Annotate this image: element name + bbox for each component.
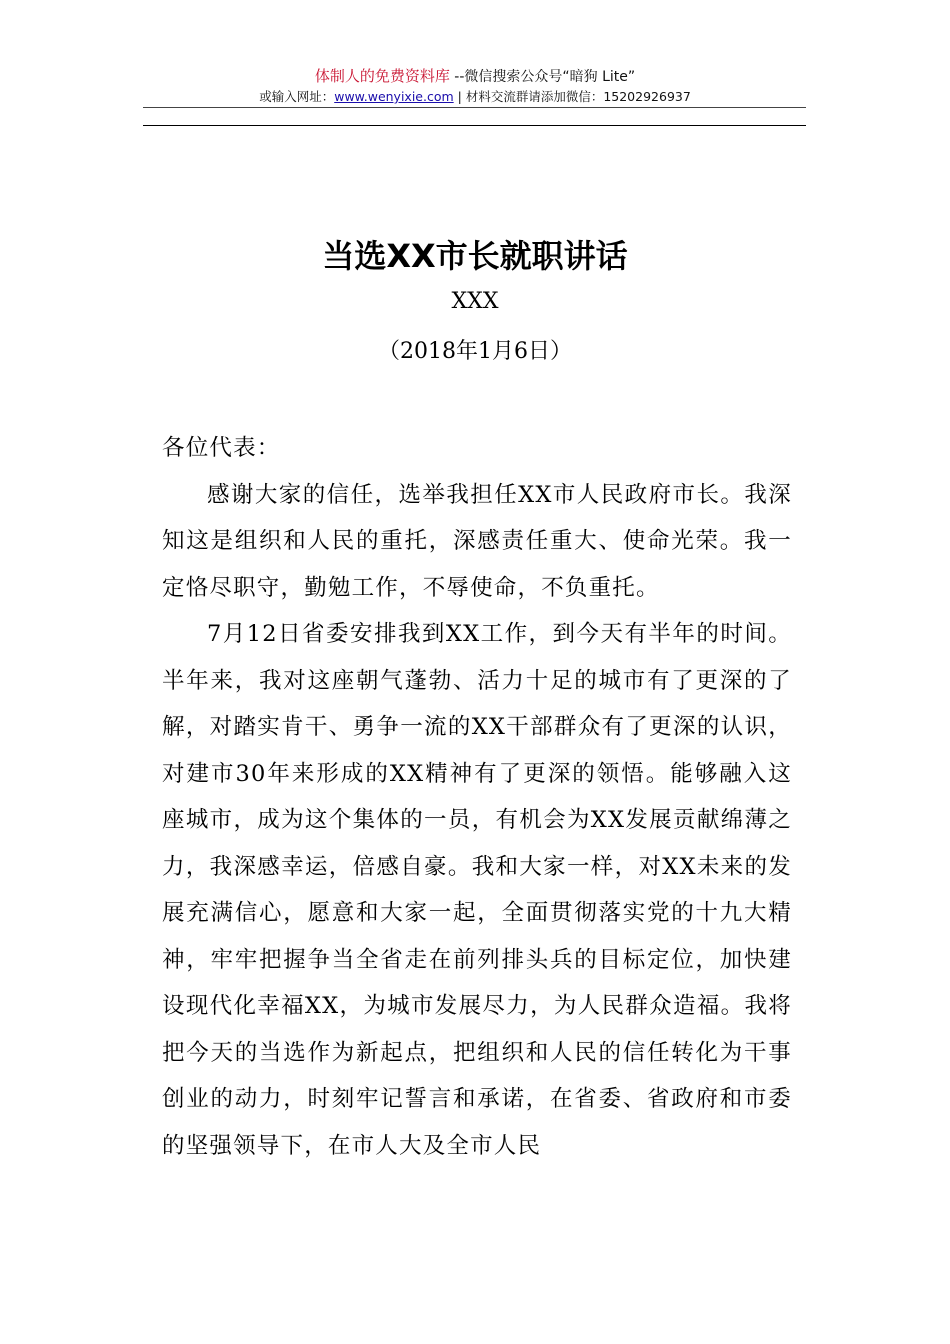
- header-brand: 体制人的免费资料库: [314, 67, 450, 85]
- body-paragraph-2: 7月12日省委安排我到XX工作，到今天有半年的时间。半年来，我对这座朝气蓬勃、活力十足的城市有了更深的了解，对踏实肯干、勇争一流的XX干部群众有了更深的认识，对建市30年来形成的XX精神有了更深的领悟。能够融入这座城市，成为这个集体的一员，有机会为XX发展贡献绵薄之力，我深感幸运，倍感自豪。我和大家一样，对XX未来的发展充满信心，愿意和大家一起，全面贯彻落实党的十九大精神，牢牢把握争当全省走在前列排头兵的目标定位，加快建设现代化幸福XX，为城市发展尽力，为人民群众造福。我将把今天的当选作为新起点，把组织和人民的信任转化为干事创业的动力，时刻牢记誓言和承诺，在省委、省政府和市委的坚强领导下，在市人大及全市人民: [162, 621, 792, 1159]
- document-body: [162, 425, 792, 1169]
- header-banner: [0, 66, 950, 87]
- document-title: 当选XX市长就职讲话: [322, 237, 628, 275]
- header-url-prefix: 或输入网址：: [259, 89, 335, 104]
- header-divider-thick: [143, 125, 806, 126]
- header-contact: | 材料交流群请添加微信：15202926937: [453, 89, 691, 104]
- header-slogan: --微信搜索公众号“暗狗 Lite”: [449, 69, 636, 85]
- header-contact-line: [0, 88, 950, 106]
- document-date: （2018年1月6日）: [378, 339, 572, 364]
- header-divider-thin: [143, 107, 806, 108]
- salutation: 各位代表：: [162, 435, 281, 461]
- document-author: XXX: [451, 289, 499, 314]
- header-url-link[interactable]: www.wenyixie.com: [334, 89, 454, 104]
- body-paragraph-1: 感谢大家的信任，选举我担任XX市人民政府市长。我深知这是组织和人民的重托，深感责任重大、使命光荣。我一定恪尽职守，勤勉工作，不辱使命，不负重托。: [162, 481, 792, 601]
